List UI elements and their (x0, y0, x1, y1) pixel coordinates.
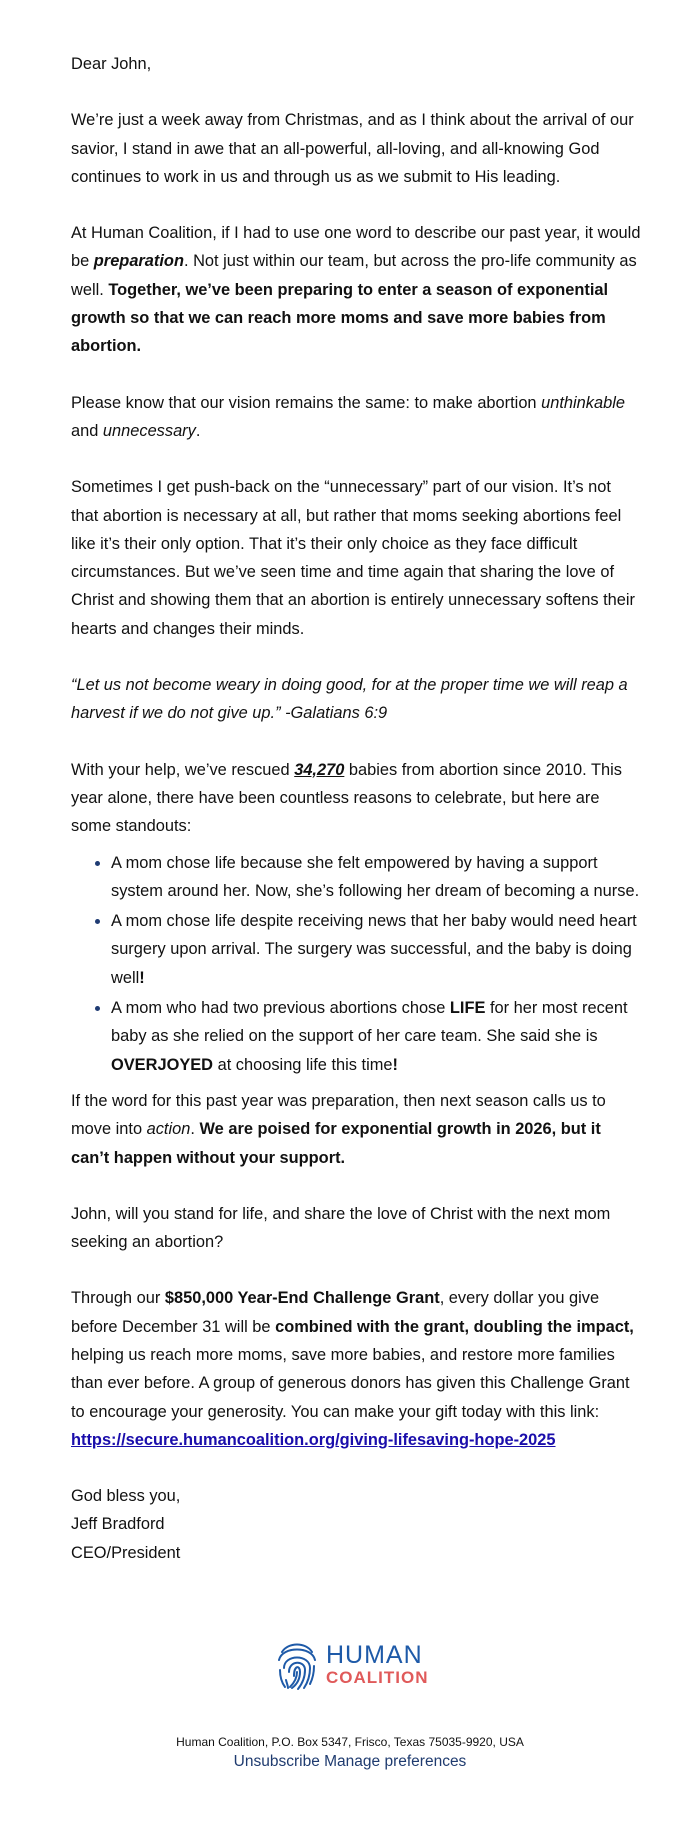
paragraph-vision: Please know that our vision remains the same: to make abortion unthinkable and unnecessary. (71, 393, 625, 440)
scripture-quote: “Let us not become weary in doing good, for at the proper time we will reap a harvest if we do not give up.” -Galatians 6:9 (71, 676, 628, 723)
logo-text-coalition: COALITION (326, 1668, 429, 1687)
greeting: Dear John, (71, 55, 152, 73)
list-item: • A mom chose life because she felt empowered by having a support system around her. Now, she’s following her dream of becoming a nurse. (111, 849, 641, 906)
list-item: • A mom who had two previous abortions chose LIFE for her most recent baby as she relied on the support of her care team. She said she is OVERJOYED at choosing life this time! (111, 994, 641, 1079)
manage-preferences-link[interactable]: Manage preferences (324, 1753, 467, 1770)
signoff (71, 1482, 641, 1567)
rescued-count: 34,270 (294, 760, 345, 779)
unsubscribe-link[interactable]: Unsubscribe (233, 1753, 320, 1770)
paragraph-unnecessary: Sometimes I get push-back on the “unnecessary” part of our vision. It’s not that abortion is necessary at all, but rather that moms seeking abortions feel like it’s their only option. That it’s their only choice as they face difficult circumstances. But we’ve seen time and time again that sharing the love of Christ and showing them that an abortion is entirely unnecessary softens their hearts and changes their minds. (71, 478, 635, 638)
paragraph-rescued: With your help, we’ve rescued 34,270 babies from abortion since 2010. This year alone, there have been countless reasons to celebrate, but here are some standouts: (71, 760, 622, 836)
paragraph-action: If the word for this past year was preparation, then next season calls us to move into action. We are poised for exponential growth in 2026, but it can’t happen without your support. (71, 1091, 606, 1167)
closing-line: God bless you, (71, 1487, 181, 1506)
footer (0, 1733, 700, 1773)
human-coalition-logo[interactable] (274, 1636, 434, 1696)
paragraph-christmas: We’re just a week away from Christmas, and as I think about the arrival of our savior, I stand in awe that an all-powerful, all-loving, and all-knowing God continues to work in us and through us as we submit to His leading. (71, 111, 634, 186)
fingerprint-icon (274, 1638, 320, 1692)
paragraph-ask: John, will you stand for life, and share the love of Christ with the next mom seeking an abortion? (71, 1204, 611, 1252)
paragraph-preparation: At Human Coalition, if I had to use one word to describe our past year, it would be preparation. Not just within our team, but across the pro-life community as well. Together, we’ve been preparing to enter a season of exponential growth so that we can reach more moms and save more babies from abortion. (71, 224, 641, 356)
standouts-list (71, 849, 641, 1079)
signer-title: CEO/President (71, 1543, 181, 1562)
footer-address: Human Coalition, P.O. Box 5347, Frisco, Texas 75035-9920, USA (176, 1735, 524, 1749)
paragraph-grant: Through our $850,000 Year-End Challenge Grant, every dollar you give before December 31 will be combined with the grant, doubling the impact, helping us reach more moms, save more babies, and restore more families than ever before. A group of generous donors has given this Challenge Grant to encourage your generosity. You can make your gift today with this link: https://secure.humancoalition.org/giving-lifesaving-hope-2025 (71, 1289, 634, 1449)
footer-links (0, 1751, 700, 1773)
signer-name: Jeff Bradford (71, 1515, 165, 1534)
email-body (71, 50, 641, 1567)
list-item: • A mom chose life despite receiving news that her baby would need heart surgery upon arrival. The surgery was successful, and the baby is doing well! (111, 907, 641, 992)
logo-text-human: HUMAN (326, 1641, 423, 1669)
donate-link[interactable]: https://secure.humancoalition.org/giving-lifesaving-hope-2025 (71, 1430, 556, 1449)
